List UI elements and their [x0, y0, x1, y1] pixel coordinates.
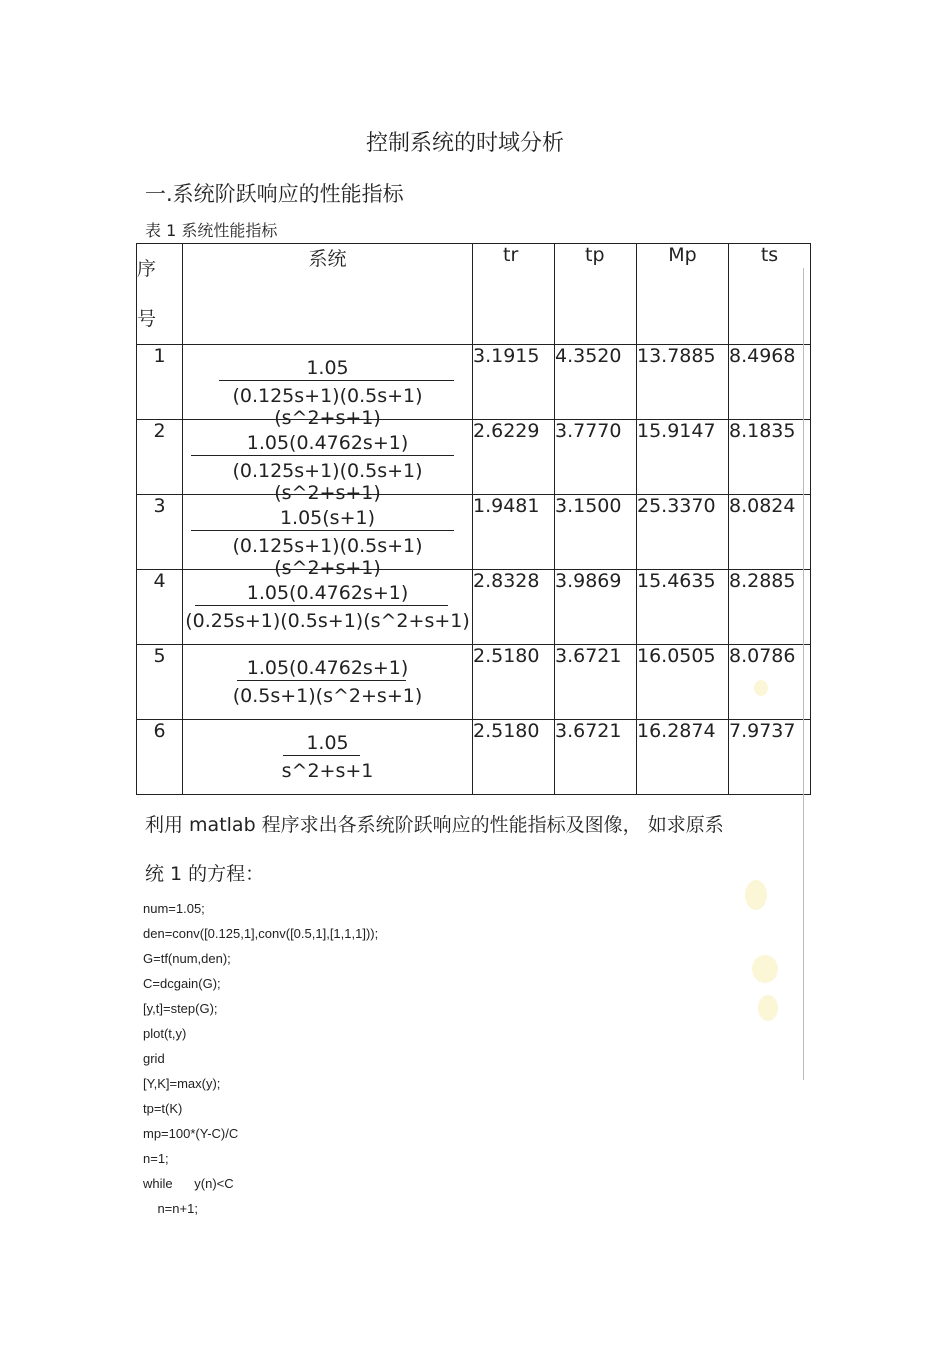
code-line: n=1; — [143, 1151, 169, 1166]
fraction-numerator: 1.05(0.4762s+1) — [246, 582, 409, 604]
fraction-denominator: s^2+s+1 — [281, 760, 374, 782]
code-line: plot(t,y) — [143, 1026, 187, 1041]
system-fraction — [183, 645, 473, 720]
header-tr: tr — [473, 244, 555, 345]
header-tp: tp — [555, 244, 637, 345]
table-row — [137, 720, 811, 795]
code-line: n=n+1; — [143, 1201, 198, 1216]
fraction-numerator: 1.05(s+1) — [279, 507, 376, 529]
paragraph-line2: 统 1 的方程： — [145, 863, 265, 885]
cell-tr: 2.5180 — [473, 720, 555, 795]
cell-ts: 8.0786 — [729, 645, 811, 720]
system-fraction — [183, 495, 473, 579]
cell-tp: 3.9869 — [555, 570, 637, 645]
cell-tp: 3.6721 — [555, 720, 637, 795]
header-index-line2: 号 — [137, 308, 157, 330]
table-row — [137, 420, 811, 495]
table-row — [137, 645, 811, 720]
cell-mp: 16.2874 — [637, 720, 729, 795]
cell-ts: 8.0824 — [729, 495, 811, 570]
fraction-denominator: (0.125s+1)(0.5s+1)(s^2+s+1) — [232, 460, 423, 504]
table-header-row — [137, 244, 811, 345]
scan-speck — [758, 995, 778, 1021]
page-title: 控制系统的时域分析 — [365, 131, 564, 156]
header-index — [137, 244, 183, 345]
header-mp: Mp — [637, 244, 729, 345]
cell-ts: 8.2885 — [729, 570, 811, 645]
fraction-denominator: (0.5s+1)(s^2+s+1) — [232, 685, 423, 707]
fraction-denominator: (0.25s+1)(0.5s+1)(s^2+s+1) — [185, 610, 470, 632]
cell-mp: 15.9147 — [637, 420, 729, 495]
system-fraction — [183, 570, 473, 645]
cell-tr: 2.6229 — [473, 420, 555, 495]
cell-ts: 8.1835 — [729, 420, 811, 495]
system-fraction — [183, 420, 473, 504]
fraction-numerator: 1.05(0.4762s+1) — [246, 657, 409, 679]
fraction-numerator: 1.05(0.4762s+1) — [246, 432, 409, 454]
fraction-bar — [237, 680, 406, 681]
fraction-bar — [195, 605, 448, 606]
cell-tr: 3.1915 — [473, 345, 555, 420]
fraction-numerator: 1.05 — [306, 732, 349, 754]
fraction-bar — [219, 380, 454, 381]
fraction-numerator: 1.05 — [306, 357, 349, 379]
cell-tr: 1.9481 — [473, 495, 555, 570]
scan-speck — [752, 955, 778, 983]
system-fraction — [183, 345, 473, 429]
paragraph-line1: 利用 matlab 程序求出各系统阶跃响应的性能指标及图像， 如求原系 — [145, 814, 724, 836]
cell-ts: 8.4968 — [729, 345, 811, 420]
cell-tp: 3.7770 — [555, 420, 637, 495]
cell-tp: 3.6721 — [555, 645, 637, 720]
code-line: G=tf(num,den); — [143, 951, 231, 966]
row-index: 2 — [137, 420, 183, 495]
cell-mp: 13.7885 — [637, 345, 729, 420]
table-row — [137, 495, 811, 570]
table-caption: 表 1 系统性能指标 — [145, 221, 278, 240]
cell-tp: 3.1500 — [555, 495, 637, 570]
code-line: num=1.05; — [143, 901, 205, 916]
cell-mp: 25.3370 — [637, 495, 729, 570]
header-system: 系统 — [183, 244, 473, 345]
fraction-denominator: (0.125s+1)(0.5s+1)(s^2+s+1) — [232, 535, 423, 579]
code-line: grid — [143, 1051, 165, 1066]
scan-speck — [754, 680, 768, 696]
row-index: 1 — [137, 345, 183, 420]
table-row — [137, 570, 811, 645]
performance-table — [136, 243, 811, 795]
fraction-bar — [191, 530, 454, 531]
cell-mp: 16.0505 — [637, 645, 729, 720]
matlab-code-block — [143, 899, 378, 1224]
scan-speck — [745, 880, 767, 910]
header-ts: ts — [729, 244, 811, 345]
system-fraction — [183, 720, 473, 795]
cell-mp: 15.4635 — [637, 570, 729, 645]
section-heading: 一.系统阶跃响应的性能指标 — [145, 182, 404, 206]
cell-tr: 2.8328 — [473, 570, 555, 645]
scan-artifact-line — [803, 268, 804, 1080]
cell-ts: 7.9737 — [729, 720, 811, 795]
fraction-bar — [283, 755, 360, 756]
code-line: C=dcgain(G); — [143, 976, 221, 991]
code-line: mp=100*(Y-C)/C — [143, 1126, 239, 1141]
fraction-bar — [191, 455, 454, 456]
code-line: [Y,K]=max(y); — [143, 1076, 221, 1091]
fraction-denominator: (0.125s+1)(0.5s+1)(s^2+s+1) — [232, 385, 423, 429]
row-index: 6 — [137, 720, 183, 795]
row-index: 4 — [137, 570, 183, 645]
row-index: 5 — [137, 645, 183, 720]
cell-tp: 4.3520 — [555, 345, 637, 420]
code-line: [y,t]=step(G); — [143, 1001, 218, 1016]
row-index: 3 — [137, 495, 183, 570]
header-index-line1: 序 — [137, 258, 157, 280]
code-line: den=conv([0.125,1],conv([0.5,1],[1,1,1])); — [143, 926, 379, 941]
code-line: tp=t(K) — [143, 1101, 183, 1116]
code-line: while y(n)<C — [143, 1176, 234, 1191]
cell-tr: 2.5180 — [473, 645, 555, 720]
table-row — [137, 345, 811, 420]
